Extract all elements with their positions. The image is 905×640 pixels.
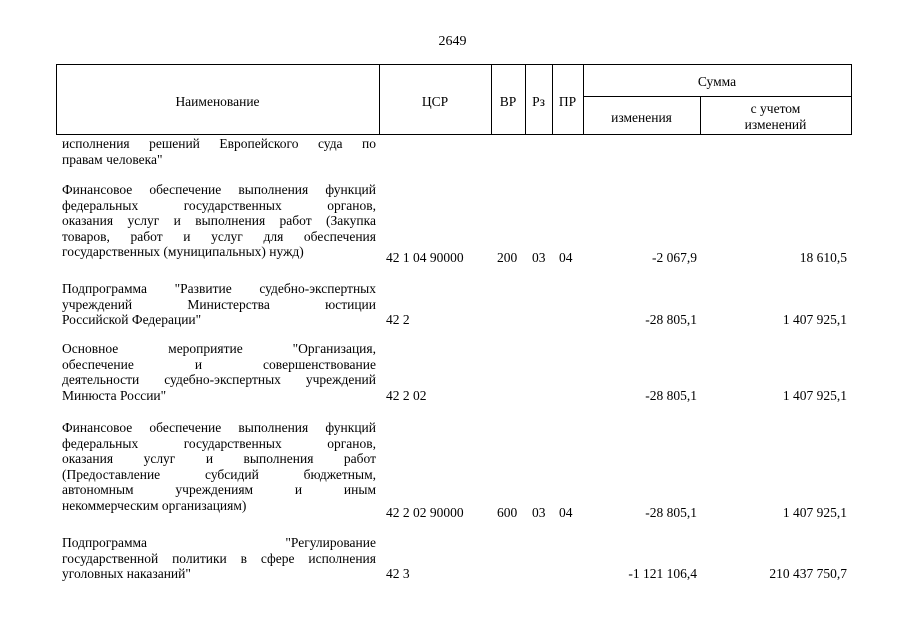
name-line: федеральных государственных органов, [62,197,376,213]
name-line: Подпрограмма "Регулирование [62,535,376,550]
name-line: обеспечение и совершенствование [62,356,376,372]
change-cell: -2 067,9 [652,250,697,265]
vr-cell: 200 [497,250,518,265]
name-line: Финансовое обеспечение выполнения функций [62,420,376,435]
name-line: Основное мероприятие "Организация, [62,341,376,356]
name-line: исполнения решений Европейского суда по [62,136,376,151]
header-csr: ЦСР [421,94,449,109]
name-line: государственной политики в сфере исполнения [62,550,376,566]
header-change: изменения [611,110,672,125]
csr-cell: 42 2 02 [386,388,427,403]
name-line: деятельности судебно-экспертных учреждений [62,372,376,387]
change-cell: -28 805,1 [645,388,697,403]
name-line: оказания услуг и выполнения работ [62,451,376,466]
row-name [62,136,376,167]
name-line: федеральных государственных органов, [62,435,376,451]
name-line: оказания услуг и выполнения работ (Закупка [62,213,376,228]
header-rz: Рз [532,94,545,109]
total-cell: 210 437 750,7 [769,566,847,581]
header-with-change-1: с учетом [750,101,801,116]
rz-cell: 03 [532,505,546,520]
name-line: правам человека" [62,151,163,167]
name-line: Российской Федерации" [62,312,202,327]
page-number: 2649 [438,34,467,49]
header-name: Наименование [175,94,260,109]
total-cell: 18 610,5 [799,250,847,265]
name-line: Подпрограмма "Развитие судебно-экспертных [62,281,376,296]
name-line: государственных (муниципальных) нужд) [62,244,304,259]
change-cell: -1 121 106,4 [628,566,697,581]
header-sum: Сумма [697,74,737,89]
row-name [62,281,376,328]
name-line: Финансовое обеспечение выполнения функций [62,182,376,197]
row-name [62,182,376,260]
csr-cell: 42 2 02 90000 [386,505,464,520]
row-name [62,341,376,403]
name-line: (Предоставление субсидий бюджетным, [62,466,376,482]
csr-cell: 42 3 [386,566,410,581]
total-cell: 1 407 925,1 [782,312,847,327]
change-cell: -28 805,1 [645,312,697,327]
total-cell: 1 407 925,1 [782,388,847,403]
row-name [62,535,376,582]
rz-cell: 03 [532,250,546,265]
name-line: уголовных наказаний" [62,566,191,581]
header-vr: ВР [499,94,517,109]
vr-cell: 600 [497,505,518,520]
name-line: товаров, работ и услуг для обеспечения [62,228,376,244]
header-pr: ПР [558,94,577,109]
row-name [62,420,376,513]
csr-cell: 42 1 04 90000 [386,250,464,265]
csr-cell: 42 2 [386,312,410,327]
total-cell: 1 407 925,1 [782,505,847,520]
change-cell: -28 805,1 [645,505,697,520]
name-line: Минюста России" [62,387,167,403]
name-line: автономным учреждениям и иным [62,482,376,497]
pr-cell: 04 [559,505,573,520]
name-line: учреждений Министерства юстиции [62,296,376,312]
header-with-change-2: изменений [744,117,807,132]
name-line: некоммерческим организациям) [62,497,247,513]
pr-cell: 04 [559,250,573,265]
